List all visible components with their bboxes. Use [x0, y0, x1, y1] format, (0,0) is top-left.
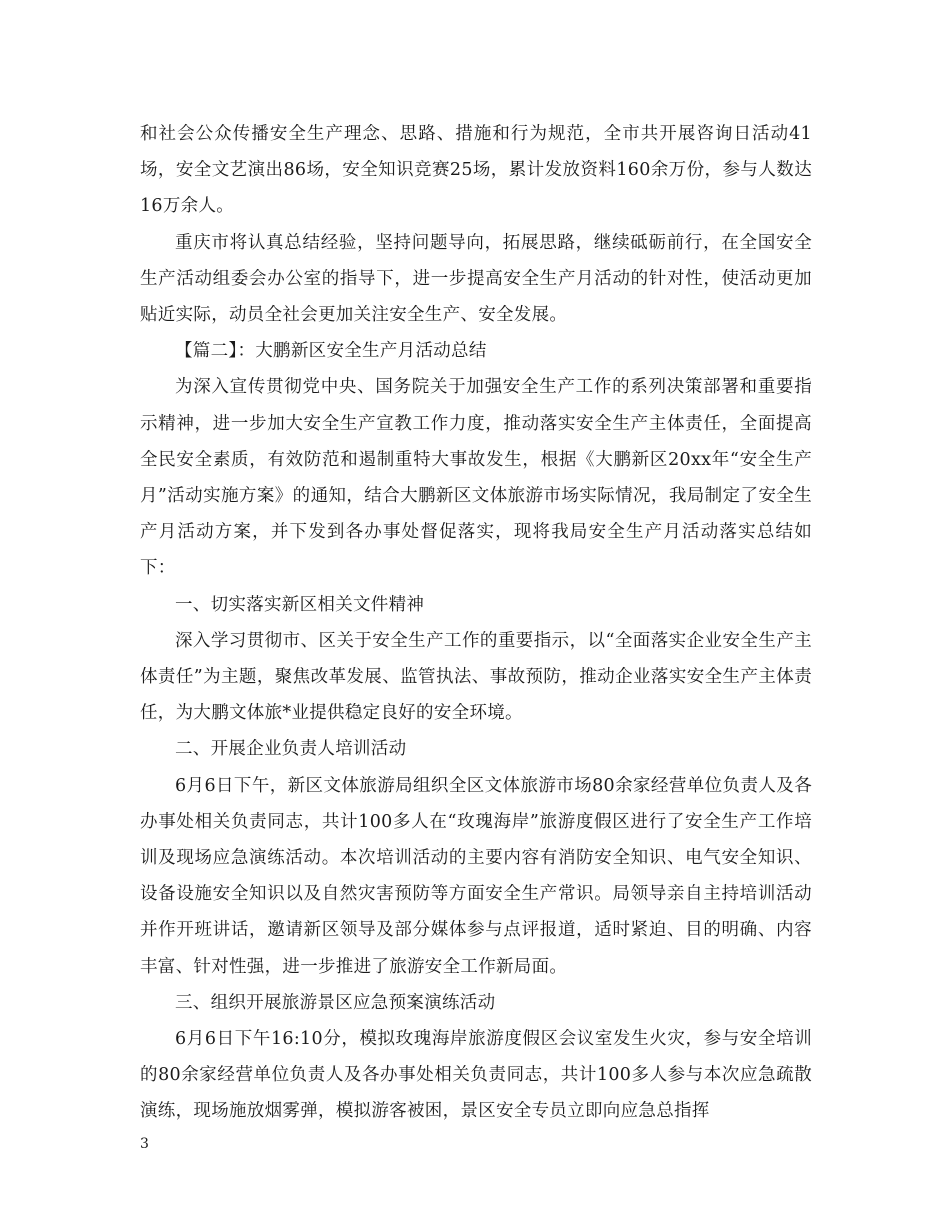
section-heading-2: 二、开展企业负责人培训活动	[175, 739, 407, 760]
paragraph-2: 重庆市将认真总结经验，坚持问题导向，拓展思路，继续砥砺前行，在全国安全生产活动组委会办公室的指导下，进一步提高安全生产月活动的针对性，使活动更加贴近实际，动员全社会更加关注安全生产、安全发展。	[140, 232, 812, 326]
section-heading-part-two: 【篇二】：大鹏新区安全生产月活动总结	[175, 341, 487, 362]
document-body	[140, 116, 812, 1130]
paragraph-1: 和社会公众传播安全生产理念、思路、措施和行为规范，全市共开展咨询日活动41场，安全文艺演出86场，安全知识竞赛25场，累计发放资料160余万份，参与人数达16万余人。	[140, 124, 812, 217]
page-number: 3	[140, 1136, 149, 1152]
paragraph-section-2: 6月6日下午，新区文体旅游局组织全区文体旅游市场80余家经营单位负责人及各办事处相关负责同志，共计100多人在“玫瑰海岸”旅游度假区进行了安全生产工作培训及现场应急演练活动。本次培训活动的主要内容有消防安全知识、电气安全知识、设备设施安全知识以及自然灾害预防等方面安全生产常识。局领导亲自主持培训活动并作开班讲话，邀请新区领导及部分媒体参与点评报道，适时紧迫、目的明确、内容丰富、针对性强，进一步推进了旅游安全工作新局面。	[140, 775, 812, 977]
section-heading-3: 三、组织开展旅游景区应急预案演练活动	[175, 992, 496, 1013]
paragraph-intro: 为深入宣传贯彻党中央、国务院关于加强安全生产工作的系列决策部署和重要指示精神，进一步加大安全生产宣教工作力度，推动落实安全生产主体责任，全面提高全民安全素质，有效防范和遏制重特大事故发生，根据《大鹏新区20xx年“安全生产月”活动实施方案》的通知，结合大鹏新区文体旅游市场实际情况，我局制定了安全生产月活动方案，并下发到各办事处督促落实，现将我局安全生产月活动落实总结如下：	[140, 377, 812, 579]
section-heading-1: 一、切实落实新区相关文件精神	[175, 594, 425, 615]
paragraph-section-1: 深入学习贯彻市、区关于安全生产工作的重要指示，以“全面落实企业安全生产主体责任”为主题，聚焦改革发展、监管执法、事故预防，推动企业落实安全生产主体责任，为大鹏文体旅*业提供稳定良好的安全环境。	[140, 630, 812, 724]
paragraph-section-3: 6月6日下午16:10分，模拟玫瑰海岸旅游度假区会议室发生火灾，参与安全培训的80余家经营单位负责人及各办事处相关负责同志，共计100多人参与本次应急疏散演练，现场施放烟雾弹，模拟游客被困，景区安全专员立即向应急总指挥	[140, 1029, 812, 1122]
